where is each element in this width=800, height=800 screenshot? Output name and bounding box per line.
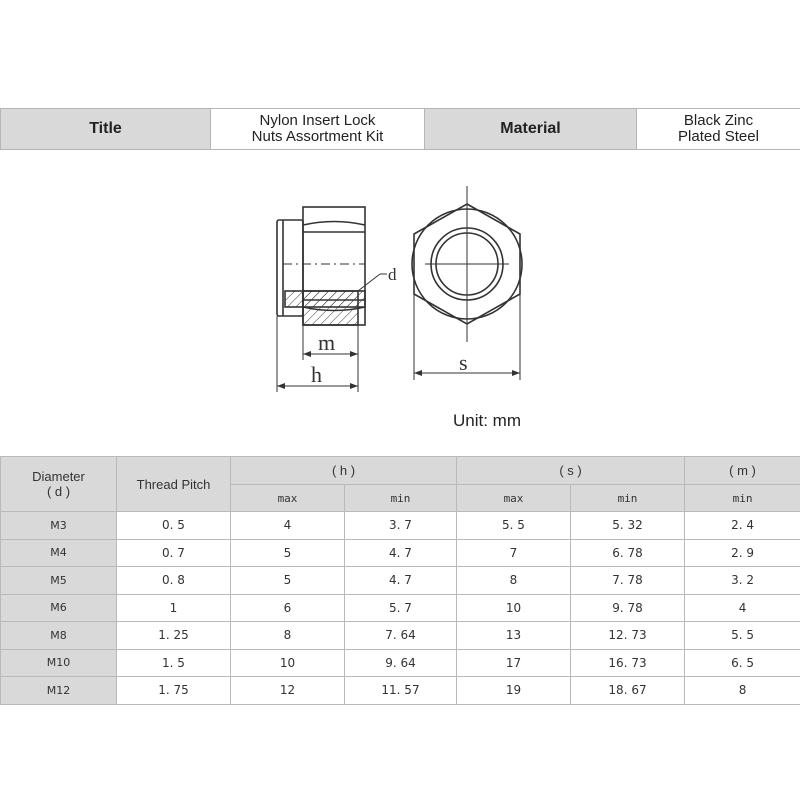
cell-pitch: 1. 25 bbox=[117, 622, 231, 650]
cell-s-min: 7. 78 bbox=[571, 567, 685, 595]
table-row bbox=[1, 539, 800, 567]
header-h-min: min bbox=[345, 485, 457, 512]
cell-h-min: 4. 7 bbox=[345, 539, 457, 567]
label-h: h bbox=[311, 362, 322, 387]
header-group-s: ( s ) bbox=[457, 457, 685, 485]
cell-s-min: 16. 73 bbox=[571, 649, 685, 677]
cell-pitch: 0. 8 bbox=[117, 567, 231, 595]
cell-diameter: M12 bbox=[1, 677, 117, 705]
title-value-line2: Nuts Assortment Kit bbox=[251, 128, 384, 145]
info-table bbox=[0, 108, 800, 150]
material-value-line2: Plated Steel bbox=[678, 128, 759, 145]
title-value-line1: Nylon Insert Lock bbox=[259, 112, 376, 129]
cell-h-min: 11. 57 bbox=[345, 677, 457, 705]
cell-h-min: 7. 64 bbox=[345, 622, 457, 650]
cell-s-min: 5. 32 bbox=[571, 512, 685, 540]
header-diameter bbox=[1, 457, 117, 512]
cell-diameter: M8 bbox=[1, 622, 117, 650]
cell-m-min: 3. 2 bbox=[685, 567, 800, 595]
header-m-min: min bbox=[685, 485, 800, 512]
label-m: m bbox=[318, 330, 336, 355]
cell-h-min: 3. 7 bbox=[345, 512, 457, 540]
cell-m-min: 2. 4 bbox=[685, 512, 800, 540]
title-label: Title bbox=[1, 109, 211, 150]
header-h-max: max bbox=[231, 485, 345, 512]
label-d: d bbox=[388, 265, 397, 284]
cell-s-max: 10 bbox=[457, 594, 571, 622]
table-row bbox=[1, 649, 800, 677]
title-value bbox=[211, 109, 425, 150]
unit-label: Unit: mm bbox=[453, 411, 521, 430]
cell-s-min: 6. 78 bbox=[571, 539, 685, 567]
table-row bbox=[1, 567, 800, 595]
header-group-h: ( h ) bbox=[231, 457, 457, 485]
cell-s-min: 9. 78 bbox=[571, 594, 685, 622]
cell-diameter: M4 bbox=[1, 539, 117, 567]
cell-s-min: 18. 67 bbox=[571, 677, 685, 705]
cell-m-min: 6. 5 bbox=[685, 649, 800, 677]
cell-h-max: 6 bbox=[231, 594, 345, 622]
cell-pitch: 1. 5 bbox=[117, 649, 231, 677]
cell-h-max: 8 bbox=[231, 622, 345, 650]
cell-h-max: 5 bbox=[231, 567, 345, 595]
cell-h-min: 9. 64 bbox=[345, 649, 457, 677]
cell-pitch: 0. 5 bbox=[117, 512, 231, 540]
header-s-min: min bbox=[571, 485, 685, 512]
cell-s-min: 12. 73 bbox=[571, 622, 685, 650]
label-s: s bbox=[459, 350, 468, 375]
cell-pitch: 1 bbox=[117, 594, 231, 622]
header-diameter-line2: ( d ) bbox=[46, 484, 71, 499]
material-value-line1: Black Zinc bbox=[683, 112, 754, 129]
cell-diameter: M3 bbox=[1, 512, 117, 540]
cell-m-min: 2. 9 bbox=[685, 539, 800, 567]
material-value bbox=[637, 109, 800, 150]
cell-diameter: M6 bbox=[1, 594, 117, 622]
table-row bbox=[1, 677, 800, 705]
cell-s-max: 8 bbox=[457, 567, 571, 595]
cell-s-max: 5. 5 bbox=[457, 512, 571, 540]
cell-h-min: 4. 7 bbox=[345, 567, 457, 595]
header-s-max: max bbox=[457, 485, 571, 512]
cell-pitch: 0. 7 bbox=[117, 539, 231, 567]
table-row bbox=[1, 622, 800, 650]
cell-s-max: 17 bbox=[457, 649, 571, 677]
table-row bbox=[1, 512, 800, 540]
header-thread-pitch: Thread Pitch bbox=[117, 457, 231, 512]
cell-m-min: 8 bbox=[685, 677, 800, 705]
cell-diameter: M5 bbox=[1, 567, 117, 595]
cell-s-max: 13 bbox=[457, 622, 571, 650]
cell-m-min: 5. 5 bbox=[685, 622, 800, 650]
nut-technical-drawing bbox=[0, 150, 800, 450]
cell-h-min: 5. 7 bbox=[345, 594, 457, 622]
spec-table bbox=[0, 456, 800, 705]
cell-pitch: 1. 75 bbox=[117, 677, 231, 705]
cell-h-max: 10 bbox=[231, 649, 345, 677]
cell-diameter: M10 bbox=[1, 649, 117, 677]
cell-s-max: 7 bbox=[457, 539, 571, 567]
cell-s-max: 19 bbox=[457, 677, 571, 705]
cell-h-max: 12 bbox=[231, 677, 345, 705]
table-row bbox=[1, 594, 800, 622]
header-group-m: ( m ) bbox=[685, 457, 800, 485]
material-label: Material bbox=[425, 109, 637, 150]
side-view bbox=[277, 207, 387, 392]
cell-m-min: 4 bbox=[685, 594, 800, 622]
header-diameter-line1: Diameter bbox=[32, 469, 85, 484]
cell-h-max: 4 bbox=[231, 512, 345, 540]
cell-h-max: 5 bbox=[231, 539, 345, 567]
